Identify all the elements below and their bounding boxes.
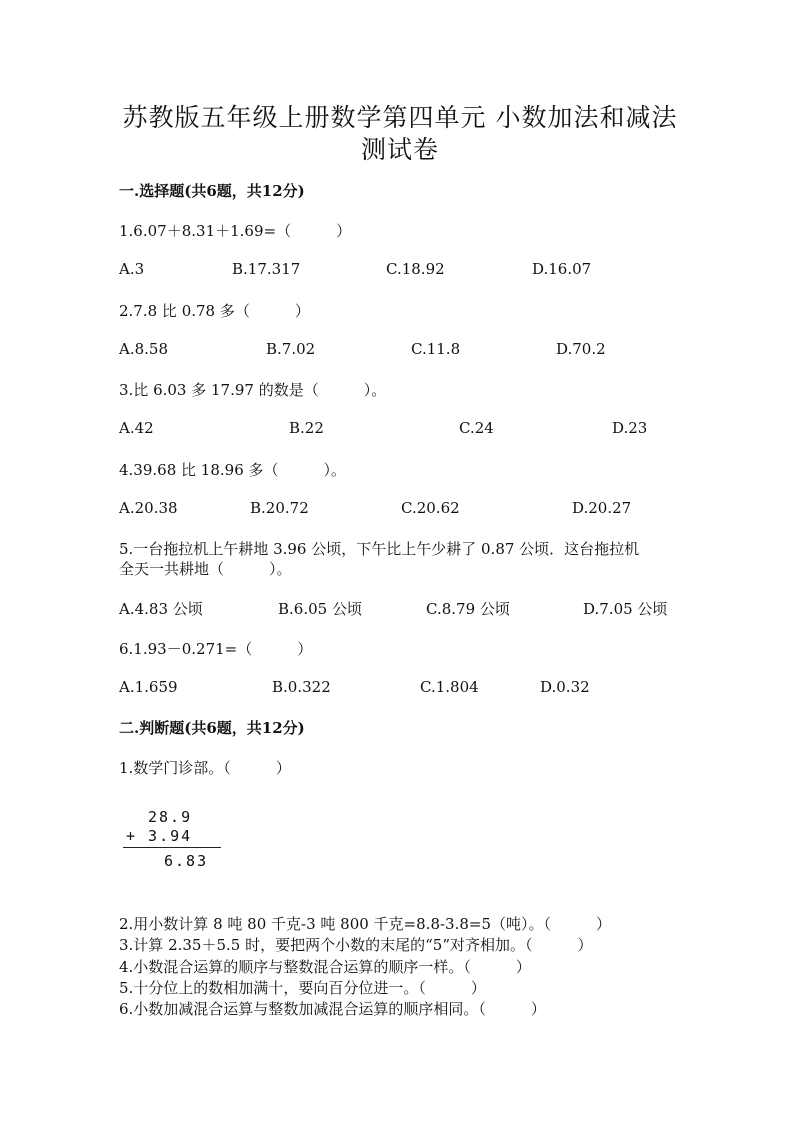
q4-option-c: C.20.62 bbox=[401, 499, 460, 517]
q2-option-d: D.70.2 bbox=[556, 340, 606, 358]
q3-option-d: D.23 bbox=[612, 419, 648, 437]
q3-option-c: C.24 bbox=[459, 419, 494, 437]
question-3: 3.比 6.03 多 17.97 的数是（ ）。 bbox=[119, 381, 387, 399]
document-title-line1: 苏教版五年级上册数学第四单元 小数加法和减法 bbox=[122, 103, 678, 132]
judge-question-3: 3.计算 2.35＋5.5 时，要把两个小数的末尾的“5”对齐相加。（ ） bbox=[119, 936, 593, 954]
q1-option-d: D.16.07 bbox=[532, 260, 592, 278]
q3-option-a: A.42 bbox=[119, 419, 154, 437]
section-choice-header: 一.选择题(共6题，共12分) bbox=[119, 182, 305, 200]
q5-option-b: B.6.05 公顷 bbox=[278, 600, 362, 618]
q6-option-a: A.1.659 bbox=[119, 678, 178, 696]
calc-divider-line bbox=[123, 847, 221, 848]
q2-option-a: A.8.58 bbox=[119, 340, 168, 358]
judge-question-2: 2.用小数计算 8 吨 80 千克-3 吨 800 千克=8.8-3.8=5（吨）。（ ） bbox=[119, 915, 612, 933]
judge-question-1: 1.数学门诊部。（ ） bbox=[119, 759, 291, 777]
calc-row-1: 28.9 bbox=[148, 808, 193, 826]
question-2: 2.7.8 比 0.78 多（ ） bbox=[119, 302, 310, 320]
q4-option-d: D.20.27 bbox=[572, 499, 632, 517]
judge-question-5: 5.十分位上的数相加满十，要向百分位进一。（ ） bbox=[119, 979, 486, 997]
q1-option-b: B.17.317 bbox=[232, 260, 301, 278]
q5-option-d: D.7.05 公顷 bbox=[583, 600, 668, 618]
q5-option-c: C.8.79 公顷 bbox=[426, 600, 510, 618]
question-6: 6.1.93－0.271=（ ） bbox=[119, 640, 313, 658]
q6-option-d: D.0.32 bbox=[540, 678, 590, 696]
q2-option-b: B.7.02 bbox=[266, 340, 316, 358]
judge-question-6: 6.小数加减混合运算与整数加减混合运算的顺序相同。（ ） bbox=[119, 1000, 546, 1018]
q2-option-c: C.11.8 bbox=[411, 340, 461, 358]
q4-option-b: B.20.72 bbox=[250, 499, 309, 517]
section-judge-header: 二.判断题(共6题，共12分) bbox=[119, 719, 305, 737]
q4-option-a: A.20.38 bbox=[119, 499, 178, 517]
question-4: 4.39.68 比 18.96 多（ ）。 bbox=[119, 461, 347, 479]
judge-question-4: 4.小数混合运算的顺序与整数混合运算的顺序一样。（ ） bbox=[119, 958, 531, 976]
q1-option-c: C.18.92 bbox=[386, 260, 445, 278]
q1-option-a: A.3 bbox=[119, 260, 145, 278]
q6-option-b: B.0.322 bbox=[272, 678, 331, 696]
calc-result: 6.83 bbox=[164, 852, 209, 870]
q3-option-b: B.22 bbox=[289, 419, 324, 437]
question-1: 1.6.07＋8.31＋1.69=（ ） bbox=[119, 222, 352, 240]
q5-option-a: A.4.83 公顷 bbox=[119, 600, 203, 618]
calc-row-2: + 3.94 bbox=[126, 827, 193, 845]
document-title-line2: 测试卷 bbox=[360, 135, 439, 164]
q6-option-c: C.1.804 bbox=[420, 678, 479, 696]
question-5: 5.一台拖拉机上午耕地 3.96 公顷，下午比上午少耕了 0.87 公顷．这台拖拉机 bbox=[119, 540, 640, 558]
question-5-line2: 全天一共耕地（ ）。 bbox=[119, 560, 292, 578]
